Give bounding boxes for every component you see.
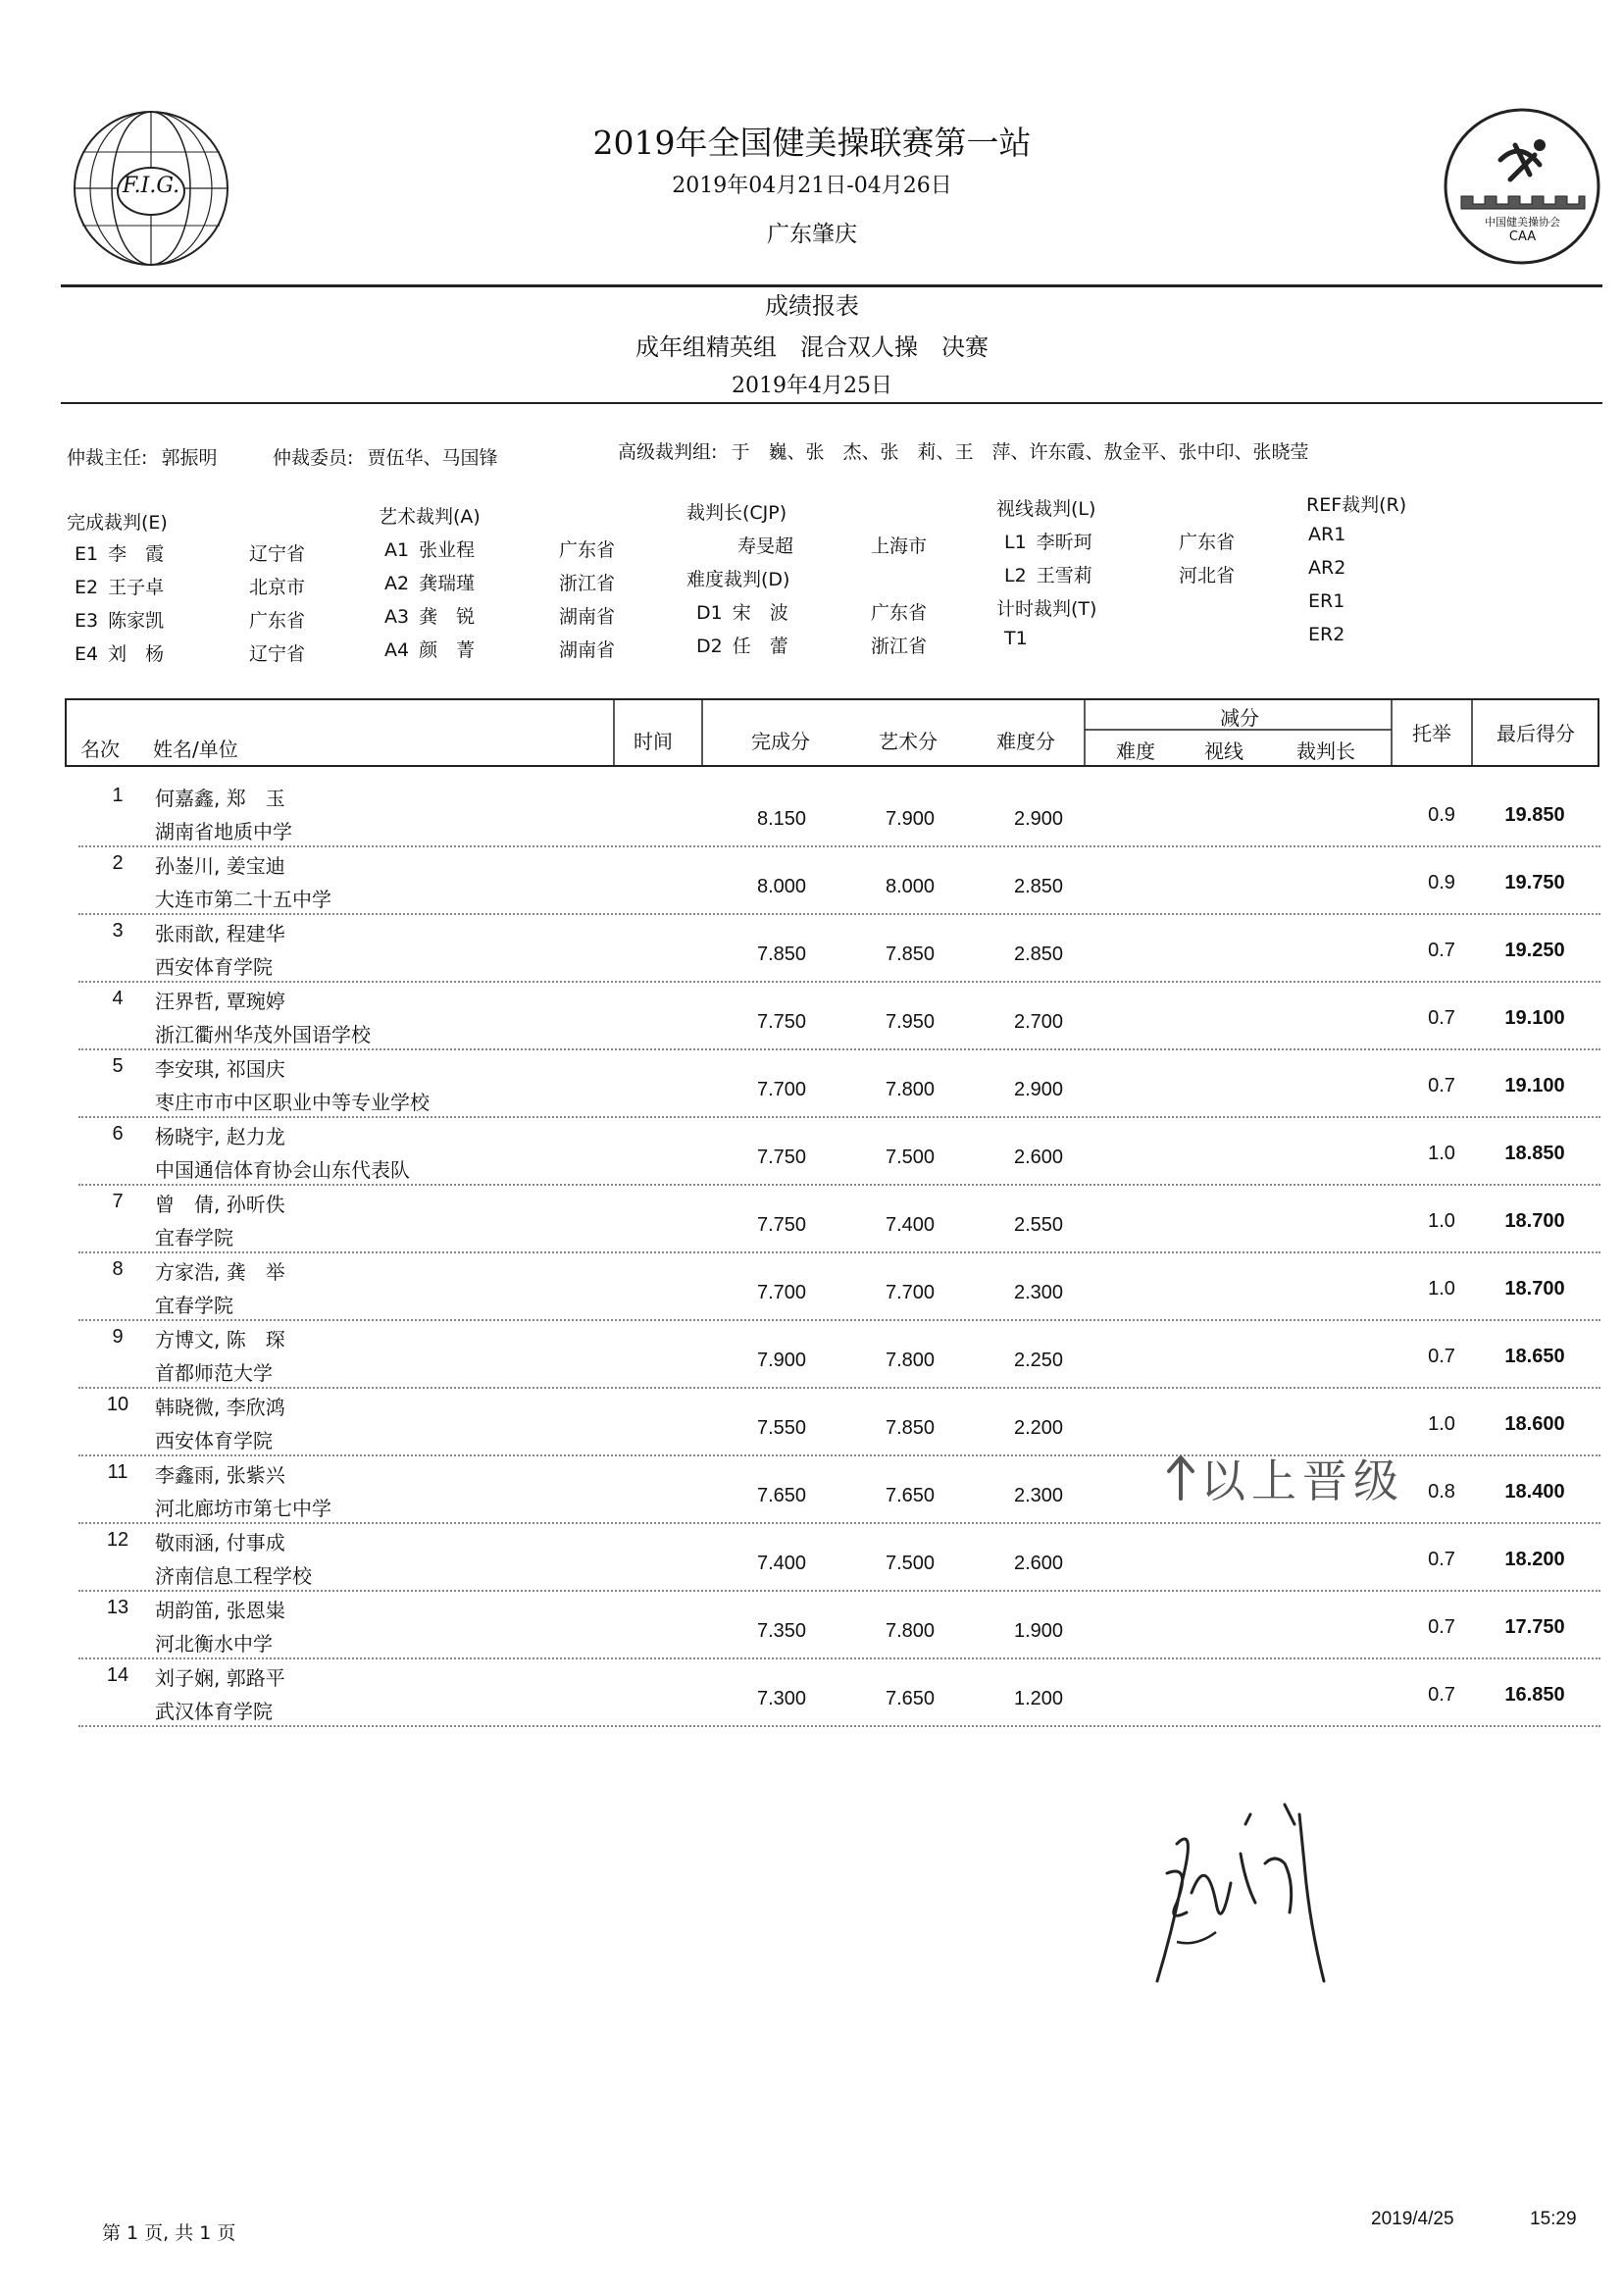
- col-name: 姓名/单位: [153, 738, 238, 761]
- row-unit: 首都师范大学: [155, 1361, 273, 1385]
- row-execution: 7.750: [756, 1147, 807, 1168]
- ref-judge-ar1: AR1: [1308, 524, 1346, 545]
- row-rank: 8: [112, 1258, 124, 1280]
- row-separator: [78, 1657, 1600, 1659]
- row-lift: 0.9: [1428, 804, 1455, 826]
- caa-logo-text: 中国健美操协会: [1485, 216, 1560, 229]
- row-lift: 1.0: [1428, 1413, 1455, 1435]
- row-execution: 7.750: [756, 1214, 807, 1236]
- a-judge-name: 龚 锐: [419, 606, 476, 628]
- e-judge-prov: 北京市: [249, 577, 306, 598]
- col-time: 时间: [634, 730, 673, 753]
- row-separator: [78, 1116, 1600, 1118]
- l-judge-1: [1004, 528, 1236, 554]
- row-execution: 7.850: [756, 943, 807, 965]
- row-unit: 河北廊坊市第七中学: [155, 1497, 331, 1520]
- e-judge-name: 李 霞: [108, 543, 165, 565]
- row-unit: 中国通信体育协会山东代表队: [155, 1158, 410, 1182]
- d-judge-name: 宋 波: [732, 602, 788, 624]
- row-execution: 7.650: [756, 1485, 807, 1506]
- row-artistic: 7.850: [885, 943, 936, 965]
- d-judge-prov: 广东省: [871, 602, 928, 624]
- footer-time: 15:29: [1530, 2209, 1577, 2229]
- e-judges-label: 完成裁判(E): [67, 512, 168, 534]
- ref-judge-er1: ER1: [1308, 590, 1345, 612]
- report-date: 2019年4月25日: [732, 374, 892, 398]
- footer-date: 2019/4/25: [1371, 2209, 1454, 2229]
- row-artistic: 7.950: [885, 1011, 936, 1033]
- row-execution: 8.150: [756, 808, 807, 830]
- d-judges-label: 难度裁判(D): [686, 569, 790, 590]
- caa-logo: [1442, 106, 1603, 268]
- a-judge-code: A1: [384, 539, 410, 561]
- row-lift: 0.7: [1428, 1075, 1455, 1096]
- row-final-score: 19.750: [1504, 872, 1565, 893]
- members-names: 贾伍华、马国锋: [367, 447, 498, 469]
- a-judge-code: A2: [384, 573, 410, 594]
- chief-label: 仲裁主任:: [67, 447, 148, 469]
- row-execution: 7.900: [756, 1350, 807, 1371]
- a-judge-1: [384, 535, 616, 562]
- col-rank: 名次: [80, 738, 120, 761]
- row-final-score: 16.850: [1504, 1684, 1565, 1706]
- row-names: 李鑫雨, 张紫兴: [155, 1463, 285, 1487]
- row-unit: 浙江衢州华茂外国语学校: [155, 1023, 371, 1046]
- row-execution: 7.300: [756, 1688, 807, 1709]
- a-judge-prov: 浙江省: [559, 573, 616, 594]
- row-artistic: 7.800: [885, 1079, 936, 1100]
- row-lift: 0.7: [1428, 1346, 1455, 1367]
- row-separator: [78, 1387, 1600, 1389]
- row-execution: 7.550: [756, 1417, 807, 1439]
- col-ded-cjp: 裁判长: [1296, 739, 1355, 763]
- a-judges-label: 艺术裁判(A): [379, 506, 481, 528]
- l-judge-2: [1004, 561, 1236, 587]
- row-lift: 0.7: [1428, 940, 1455, 961]
- row-artistic: 7.900: [885, 808, 936, 830]
- row-artistic: 7.650: [885, 1485, 936, 1506]
- e-judge-3: [75, 606, 306, 633]
- row-separator: [78, 1590, 1600, 1592]
- row-rank: 14: [106, 1664, 129, 1686]
- col-ded-line: 视线: [1204, 739, 1243, 763]
- page-title: 2019年全国健美操联赛第一站: [592, 124, 1032, 162]
- row-names: 方博文, 陈 琛: [155, 1328, 285, 1351]
- e-judge-2: [75, 573, 306, 599]
- row-difficulty: 2.600: [1013, 1553, 1064, 1574]
- row-difficulty: 2.700: [1013, 1011, 1064, 1033]
- row-final-score: 18.700: [1504, 1210, 1565, 1232]
- t-judges-label: 计时裁判(T): [996, 598, 1097, 620]
- row-names: 刘子娴, 郭路平: [155, 1666, 285, 1690]
- e-judge-name: 陈家凯: [108, 610, 165, 632]
- row-rank: 5: [112, 1055, 124, 1077]
- page-indicator: 第 1 页, 共 1 页: [102, 2222, 236, 2244]
- row-names: 敬雨涵, 付事成: [155, 1531, 285, 1555]
- cjp-prov: 上海市: [871, 535, 928, 557]
- row-difficulty: 2.900: [1013, 1079, 1064, 1100]
- col-artistic: 艺术分: [879, 730, 938, 753]
- d-judge-code: D1: [696, 602, 723, 624]
- caa-logo-abbr: CAA: [1508, 229, 1537, 244]
- chief-name: 郭振明: [161, 447, 218, 469]
- row-unit: 宜春学院: [155, 1226, 233, 1249]
- row-names: 李安琪, 祁国庆: [155, 1057, 285, 1081]
- cjp-name: 寿旻超: [737, 535, 794, 557]
- row-artistic: 7.800: [885, 1350, 936, 1371]
- row-names: 何嘉鑫, 郑 玉: [155, 787, 285, 810]
- col-execution: 完成分: [751, 730, 810, 753]
- row-rank: 3: [112, 920, 124, 942]
- e-judge-prov: 辽宁省: [249, 643, 306, 665]
- e-judge-prov: 广东省: [249, 610, 306, 632]
- l-judge-code: L2: [1004, 565, 1027, 586]
- row-difficulty: 2.900: [1013, 808, 1064, 830]
- row-separator: [78, 1725, 1600, 1727]
- d-judge-prov: 浙江省: [871, 636, 928, 657]
- col-deduction: 减分: [1220, 706, 1259, 730]
- l-judge-prov: 河北省: [1179, 565, 1236, 586]
- row-rank: 4: [112, 988, 124, 1009]
- row-artistic: 7.800: [885, 1620, 936, 1642]
- row-rank: 6: [112, 1123, 124, 1145]
- d-judge-2: [696, 632, 928, 658]
- row-difficulty: 1.900: [1013, 1620, 1064, 1642]
- row-unit: 武汉体育学院: [155, 1700, 273, 1723]
- e-judge-code: E4: [75, 643, 99, 665]
- table-header-grid: [65, 698, 1600, 767]
- row-names: 汪界哲, 覃琬婷: [155, 990, 285, 1013]
- event-dates: 2019年04月21日-04月26日: [672, 174, 952, 198]
- row-separator: [78, 913, 1600, 915]
- senior-names: 于 巍、张 杰、张 莉、王 萍、许东霞、敖金平、张中印、张晓莹: [731, 441, 1309, 463]
- row-final-score: 17.750: [1504, 1616, 1565, 1638]
- row-artistic: 8.000: [885, 876, 936, 897]
- row-lift: 1.0: [1428, 1210, 1455, 1232]
- row-artistic: 7.700: [885, 1282, 936, 1303]
- row-rank: 7: [112, 1191, 124, 1212]
- row-lift: 0.7: [1428, 1684, 1455, 1706]
- row-separator: [78, 1319, 1600, 1321]
- row-final-score: 19.850: [1504, 804, 1565, 826]
- row-rank: 13: [106, 1597, 129, 1618]
- col-ded-difficulty: 难度: [1116, 739, 1155, 763]
- row-lift: 1.0: [1428, 1278, 1455, 1300]
- row-names: 张雨歆, 程建华: [155, 922, 285, 945]
- a-judge-prov: 湖南省: [559, 606, 616, 628]
- d-judge-1: [696, 598, 928, 625]
- row-execution: 8.000: [756, 876, 807, 897]
- arbitration-members: [273, 443, 497, 470]
- row-names: 韩晓微, 李欣鸿: [155, 1396, 285, 1419]
- row-artistic: 7.400: [885, 1214, 936, 1236]
- results-table-header: [65, 698, 1600, 767]
- chief-arbiter: [67, 443, 217, 470]
- cjp-label: 裁判长(CJP): [686, 502, 787, 524]
- row-names: 杨晓宇, 赵力龙: [155, 1125, 285, 1148]
- row-final-score: 18.200: [1504, 1549, 1565, 1570]
- fig-logo-text: F.I.G.: [122, 174, 180, 198]
- col-lift: 托举: [1412, 722, 1451, 745]
- l-judge-name: 王雪莉: [1036, 565, 1092, 586]
- a-judge-name: 张业程: [419, 539, 476, 561]
- row-separator: [78, 1184, 1600, 1186]
- row-separator: [78, 1522, 1600, 1524]
- row-execution: 7.700: [756, 1079, 807, 1100]
- row-names: 曾 倩, 孙昕佚: [155, 1193, 285, 1216]
- row-separator: [78, 845, 1600, 847]
- e-judge-4: [75, 639, 306, 666]
- d-judge-code: D2: [696, 636, 723, 657]
- row-artistic: 7.500: [885, 1147, 936, 1168]
- a-judge-prov: 湖南省: [559, 639, 616, 661]
- row-unit: 西安体育学院: [155, 1429, 273, 1453]
- members-label: 仲裁委员:: [273, 447, 354, 469]
- row-execution: 7.700: [756, 1282, 807, 1303]
- cjp-judge: [737, 532, 928, 558]
- row-artistic: 7.850: [885, 1417, 936, 1439]
- l-judges-label: 视线裁判(L): [996, 498, 1096, 520]
- row-rank: 9: [112, 1326, 124, 1348]
- e-judge-name: 刘 杨: [108, 643, 165, 665]
- a-judge-3: [384, 602, 616, 629]
- row-final-score: 19.100: [1504, 1075, 1565, 1096]
- e-judge-name: 王子卓: [108, 577, 165, 598]
- l-judge-prov: 广东省: [1179, 532, 1236, 553]
- row-artistic: 7.650: [885, 1688, 936, 1709]
- handwritten-note: 以上晋级: [1200, 1454, 1404, 1507]
- a-judge-prov: 广东省: [559, 539, 616, 561]
- row-difficulty: 2.250: [1013, 1350, 1064, 1371]
- col-difficulty: 难度分: [996, 730, 1055, 753]
- row-final-score: 18.700: [1504, 1278, 1565, 1300]
- row-final-score: 19.250: [1504, 940, 1565, 961]
- report-divider: [61, 402, 1602, 404]
- fig-logo: [71, 108, 232, 270]
- row-rank: 2: [112, 852, 124, 874]
- e-judge-1: [75, 539, 306, 566]
- row-lift: 0.7: [1428, 1616, 1455, 1638]
- row-unit: 河北衡水中学: [155, 1632, 273, 1656]
- row-difficulty: 2.300: [1013, 1485, 1064, 1506]
- row-separator: [78, 981, 1600, 983]
- row-names: 孙崟川, 姜宝迪: [155, 854, 285, 878]
- row-rank: 12: [106, 1529, 129, 1551]
- row-unit: 宜春学院: [155, 1294, 233, 1317]
- col-final: 最后得分: [1497, 722, 1575, 745]
- row-final-score: 18.850: [1504, 1143, 1565, 1164]
- a-judge-code: A3: [384, 606, 410, 628]
- row-execution: 7.350: [756, 1620, 807, 1642]
- row-rank: 10: [106, 1394, 129, 1415]
- row-difficulty: 2.850: [1013, 943, 1064, 965]
- row-unit: 济南信息工程学校: [155, 1564, 312, 1588]
- d-judge-name: 任 蕾: [732, 636, 788, 657]
- row-lift: 0.7: [1428, 1549, 1455, 1570]
- row-execution: 7.400: [756, 1553, 807, 1574]
- e-judge-prov: 辽宁省: [249, 543, 306, 565]
- signature: [1138, 1785, 1363, 1995]
- row-final-score: 18.400: [1504, 1481, 1565, 1503]
- row-separator: [78, 1251, 1600, 1253]
- handwritten-arrow-icon: [1163, 1453, 1198, 1504]
- row-difficulty: 2.600: [1013, 1147, 1064, 1168]
- row-difficulty: 1.200: [1013, 1688, 1064, 1709]
- row-final-score: 19.100: [1504, 1007, 1565, 1029]
- t-judge-1: T1: [1004, 628, 1028, 649]
- senior-judges: [618, 437, 1308, 464]
- a-judge-name: 龚瑞瑾: [419, 573, 476, 594]
- row-unit: 大连市第二十五中学: [155, 888, 331, 911]
- row-difficulty: 2.850: [1013, 876, 1064, 897]
- senior-label: 高级裁判组:: [618, 441, 718, 463]
- a-judge-code: A4: [384, 639, 410, 661]
- row-final-score: 18.650: [1504, 1346, 1565, 1367]
- row-difficulty: 2.550: [1013, 1214, 1064, 1236]
- a-judge-2: [384, 569, 616, 595]
- report-title: 成绩报表: [765, 292, 859, 320]
- ref-judges-label: REF裁判(R): [1306, 494, 1407, 516]
- e-judge-code: E3: [75, 610, 99, 632]
- row-difficulty: 2.200: [1013, 1417, 1064, 1439]
- row-lift: 0.7: [1428, 1007, 1455, 1029]
- row-unit: 湖南省地质中学: [155, 820, 292, 843]
- row-difficulty: 2.300: [1013, 1282, 1064, 1303]
- row-unit: 西安体育学院: [155, 955, 273, 979]
- row-unit: 枣庄市市中区职业中等专业学校: [155, 1091, 430, 1114]
- row-execution: 7.750: [756, 1011, 807, 1033]
- row-artistic: 7.500: [885, 1553, 936, 1574]
- row-final-score: 18.600: [1504, 1413, 1565, 1435]
- row-rank: 1: [112, 785, 124, 806]
- row-rank: 11: [107, 1461, 128, 1483]
- ref-judge-er2: ER2: [1308, 624, 1345, 645]
- row-lift: 0.9: [1428, 872, 1455, 893]
- a-judge-4: [384, 636, 616, 662]
- a-judge-name: 颜 菁: [419, 639, 476, 661]
- e-judge-code: E2: [75, 577, 99, 598]
- ref-judge-ar2: AR2: [1308, 557, 1346, 579]
- row-lift: 1.0: [1428, 1143, 1455, 1164]
- row-names: 方家浩, 龚 举: [155, 1260, 285, 1284]
- report-event: 成年组精英组 混合双人操 决赛: [635, 333, 989, 361]
- row-names: 胡韵笛, 张恩粜: [155, 1599, 285, 1622]
- event-location: 广东肇庆: [767, 222, 857, 247]
- l-judge-code: L1: [1004, 532, 1027, 553]
- l-judge-name: 李昕珂: [1036, 532, 1092, 553]
- row-lift: 0.8: [1428, 1481, 1455, 1503]
- row-separator: [78, 1048, 1600, 1050]
- e-judge-code: E1: [75, 543, 99, 565]
